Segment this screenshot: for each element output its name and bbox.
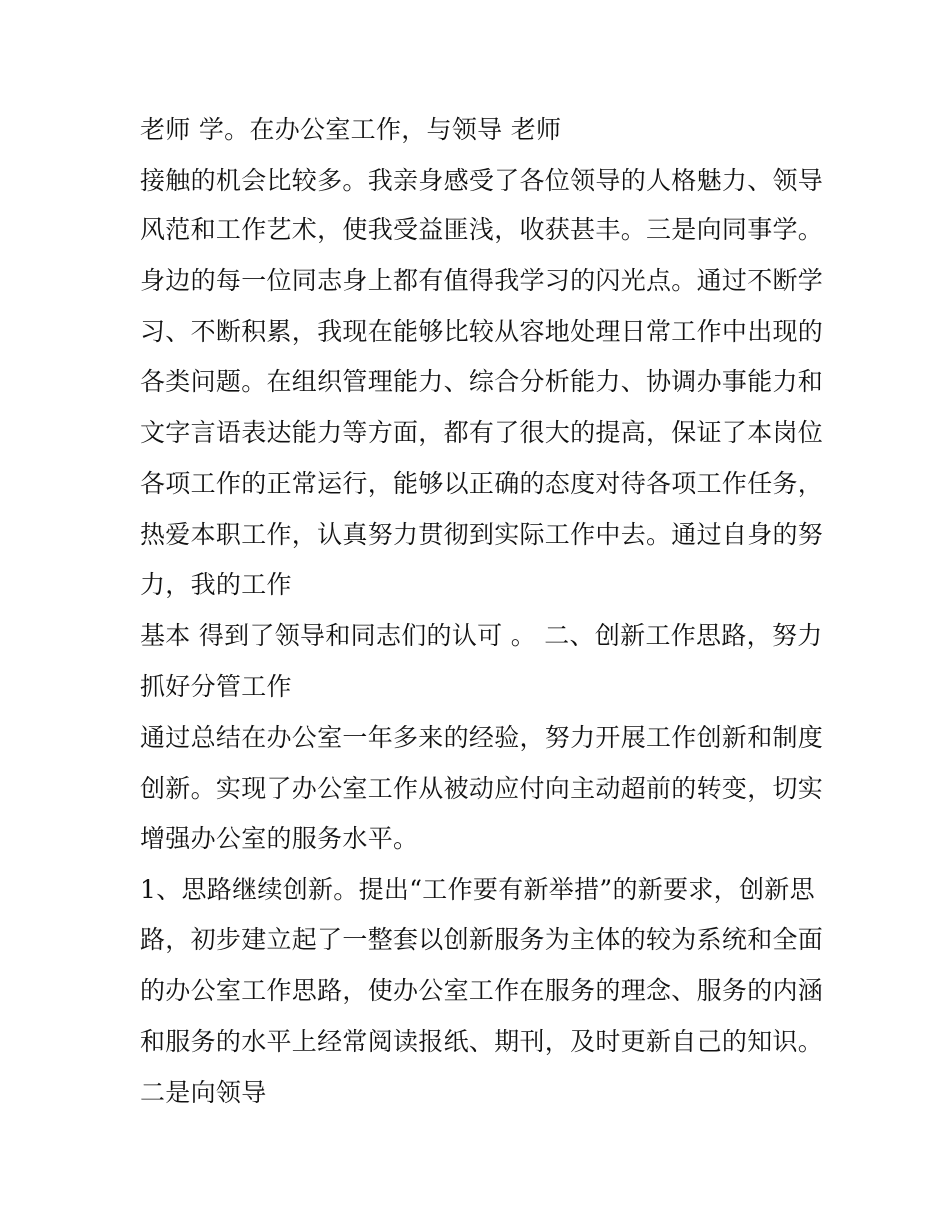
text-line: 基本 得到了领导和同志们的认可 。 二、创新工作思路，努力 bbox=[140, 621, 823, 650]
text-line: 的办公室工作思路，使办公室工作在服务的理念、服务的内涵 bbox=[140, 976, 824, 1005]
text-line: 创新。实现了办公室工作从被动应付向主动超前的转变，切实 bbox=[140, 774, 824, 803]
text-line: 习、不断积累，我现在能够比较从容地处理日常工作中出现的 bbox=[140, 317, 824, 346]
text-line: 和服务的水平上经常阅读报纸、期刊，及时更新自己的知识。 bbox=[140, 1027, 824, 1056]
text-line: 风范和工作艺术，使我受益匪浅，收获甚丰。三是向同事学。 bbox=[140, 215, 824, 244]
text-line: 文字言语表达能力等方面，都有了很大的提高，保证了本岗位 bbox=[140, 418, 824, 447]
text-line: 抓好分管工作 bbox=[140, 672, 292, 701]
text-line: 力，我的工作 bbox=[140, 570, 292, 599]
text-line: 通过总结在办公室一年多来的经验，努力开展工作创新和制度 bbox=[140, 723, 824, 752]
text-line: 接触的机会比较多。我亲身感受了各位领导的人格魅力、领导 bbox=[140, 166, 824, 195]
text-line: 二是向领导 bbox=[140, 1078, 267, 1107]
text-line: 老师 学。在办公室工作，与领导 老师 bbox=[140, 115, 562, 144]
text-line: 身边的每一位同志身上都有值得我学习的闪光点。通过不断学 bbox=[140, 266, 824, 295]
text-line: 1、思路继续创新。提出“工作要有新举措”的新要求，创新思 bbox=[140, 875, 815, 904]
text-line: 路，初步建立起了一整套以创新服务为主体的较为系统和全面 bbox=[140, 925, 824, 954]
text-line: 各项工作的正常运行，能够以正确的态度对待各项工作任务， bbox=[140, 469, 824, 498]
text-line: 热爱本职工作，认真努力贯彻到实际工作中去。通过自身的努 bbox=[140, 520, 824, 549]
text-line: 各类问题。在组织管理能力、综合分析能力、协调办事能力和 bbox=[140, 367, 824, 396]
text-line: 增强办公室的服务水平。 bbox=[140, 824, 419, 853]
